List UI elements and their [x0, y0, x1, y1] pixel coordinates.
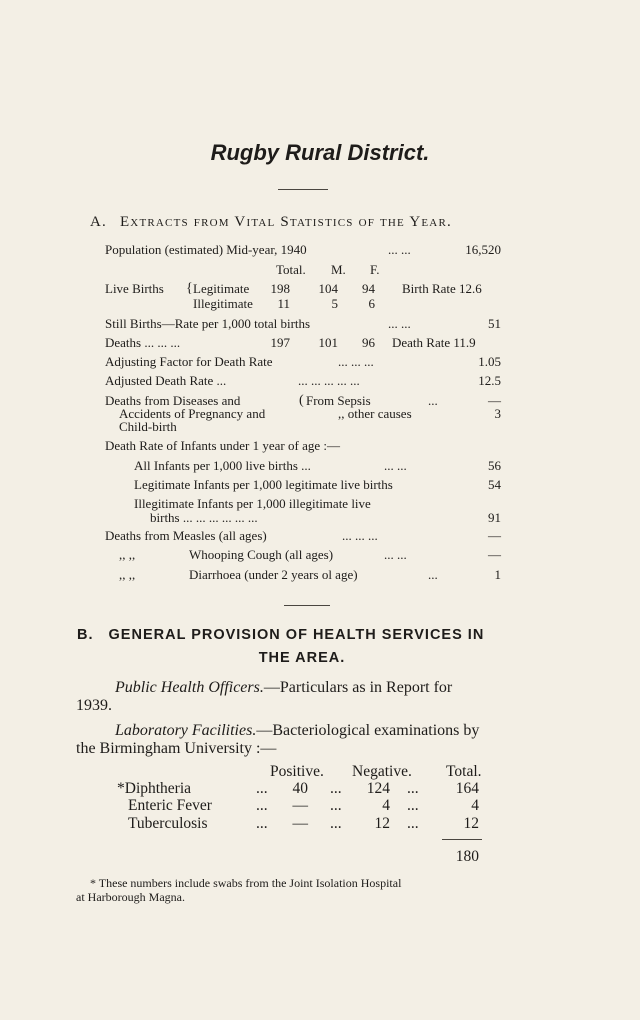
population-label: Population (estimated) Mid-year, 1940 [105, 242, 307, 257]
whooping-cough-value: — [488, 547, 501, 562]
measles-value: — [488, 528, 501, 543]
measles-dots: ... ... ... [342, 528, 378, 543]
table-row-total: 12 [463, 815, 479, 832]
adjusted-death-rate-value: 12.5 [478, 373, 501, 388]
deaths-f: 96 [362, 335, 375, 350]
table-row-dots: ... [330, 797, 342, 814]
table-row-negative: 12 [374, 815, 390, 832]
table-row-dots: ... [330, 815, 342, 832]
column-m-header: M. [331, 262, 346, 277]
public-health-officers-italic: Public Health Officers. [115, 679, 264, 696]
legitimate-m: 104 [318, 281, 338, 296]
still-births-label: Still Births—Rate per 1,000 total births [105, 316, 311, 331]
page-title: Rugby Rural District. [210, 140, 430, 165]
from-sepsis-dots: ... [428, 393, 438, 408]
illegit-infants-label-1: Illegitimate Infants per 1,000 illegitimate live [134, 496, 371, 511]
still-births-value: 51 [488, 316, 501, 331]
table-row-positive: 40 [292, 780, 308, 797]
adjusted-death-rate-label: Adjusted Death Rate ... [105, 373, 227, 388]
section-b-heading-line2: THE AREA. [258, 650, 346, 666]
table-row-dots: ... [256, 780, 268, 797]
table-row-name: Enteric Fever [128, 797, 212, 814]
whooping-cough-label: Whooping Cough (all ages) [189, 547, 334, 562]
adjusting-factor-dots: ... ... ... [338, 354, 374, 369]
illegitimate-m: 5 [331, 296, 338, 311]
whooping-cough-dots: ... ... [384, 547, 407, 562]
illegit-infants-value: 91 [488, 510, 501, 525]
infant-death-heading: Death Rate of Infants under 1 year of age :— [105, 438, 340, 453]
legitimate-f: 94 [362, 281, 375, 296]
adjusting-factor-label: Adjusting Factor for Death Rate [105, 354, 273, 369]
table-row-dots: ... [407, 797, 419, 814]
public-health-text: —Particulars as in Report for [263, 679, 453, 696]
live-births-label: Live Births [105, 281, 164, 296]
laboratory-paragraph [115, 722, 479, 740]
deaths-m: 101 [318, 335, 338, 350]
legit-infants-value: 54 [488, 477, 501, 492]
all-infants-dots: ... ... [384, 458, 407, 473]
legit-infants-label: Legitimate Infants per 1,000 legitimate live births [134, 477, 393, 492]
section-a-heading [90, 214, 452, 231]
deaths-total: 197 [270, 335, 290, 350]
all-infants-label: All Infants per 1,000 live births ... [134, 458, 311, 473]
table-row-positive: — [292, 797, 308, 814]
live-births-brace: { [186, 281, 193, 296]
table-total-rule [442, 839, 482, 840]
column-f-header: F. [370, 262, 380, 277]
table-row-dots: ... [256, 797, 268, 814]
laboratory-text-2: the Birmingham University :— [76, 740, 277, 757]
other-causes-label: ,, other causes [338, 406, 412, 421]
table-row-dots: ... [330, 780, 342, 797]
section-a-title: Extracts from Vital Statistics of the Year. [119, 214, 452, 230]
illegitimate-f: 6 [368, 296, 375, 311]
death-rate: Death Rate 11.9 [392, 335, 476, 350]
section-b-title: GENERAL PROVISION OF HEALTH SERVICES IN [108, 627, 485, 643]
section-divider [284, 605, 330, 606]
illegitimate-total: 11 [277, 296, 290, 311]
other-causes-value: 3 [494, 406, 501, 421]
maternal-deaths-label-3: Child-birth [119, 419, 177, 434]
maternal-deaths-label-2: Accidents of Pregnancy and [119, 406, 266, 421]
birth-rate: Birth Rate 12.6 [402, 281, 482, 296]
section-a-letter: A. [90, 214, 107, 230]
table-row-negative: 124 [366, 780, 390, 797]
laboratory-text: —Bacteriological examinations by [256, 722, 480, 739]
diarrhoea-label: Diarrhoea (under 2 years ol age) [189, 567, 358, 582]
table-row-dots: ... [256, 815, 268, 832]
diarrhoea-dots: ... [428, 567, 438, 582]
table-row-negative: 4 [382, 797, 390, 814]
population-value: 16,520 [465, 242, 501, 257]
maternal-deaths-label-1: Deaths from Diseases and [105, 393, 241, 408]
adjusted-death-rate-dots: ... ... ... ... ... [298, 373, 360, 388]
still-births-dots: ... ... [388, 316, 411, 331]
adjusting-factor-value: 1.05 [478, 354, 501, 369]
public-health-paragraph [115, 679, 452, 697]
population-dots: ... ... [388, 242, 411, 257]
measles-label: Deaths from Measles (all ages) [105, 528, 267, 543]
all-infants-value: 56 [488, 458, 501, 473]
grand-total: 180 [455, 848, 479, 865]
table-row-dots: ... [407, 815, 419, 832]
table-header-positive: Positive. [270, 763, 324, 780]
table-row-name: *Diphtheria [117, 780, 192, 797]
legitimate-total: 198 [270, 281, 290, 296]
from-sepsis-value: — [488, 393, 501, 408]
table-header-total: Total. [446, 763, 482, 780]
footnote-line-1: * These numbers include swabs from the Joint Isolation Hospital [90, 876, 402, 890]
illegit-infants-label-2: births ... ... ... ... ... ... [150, 510, 258, 525]
legitimate-label: Legitimate [193, 281, 250, 296]
ditto-marks-2: ,, ,, [119, 567, 136, 582]
title-divider [278, 189, 328, 190]
table-row-total: 4 [471, 797, 479, 814]
table-row-positive: — [292, 815, 308, 832]
table-row-dots: ... [407, 780, 419, 797]
from-sepsis-label: From Sepsis [306, 393, 371, 408]
table-header-negative: Negative. [352, 763, 412, 780]
table-row-total: 164 [455, 780, 479, 797]
ditto-marks-1: ,, ,, [119, 547, 136, 562]
laboratory-facilities-italic: Laboratory Facilities. [115, 722, 257, 739]
table-row-name: Tuberculosis [128, 815, 208, 832]
section-b-heading-line1 [77, 627, 484, 643]
public-health-text-2: 1939. [76, 697, 112, 714]
deaths-label: Deaths ... ... ... [105, 335, 181, 350]
diarrhoea-value: 1 [494, 567, 501, 582]
illegitimate-label: Illegitimate [193, 296, 253, 311]
section-b-letter: B. [77, 627, 94, 643]
column-total-header: Total. [276, 262, 306, 277]
maternal-brace: ( [299, 393, 304, 408]
footnote-line-2: at Harborough Magna. [76, 890, 185, 904]
